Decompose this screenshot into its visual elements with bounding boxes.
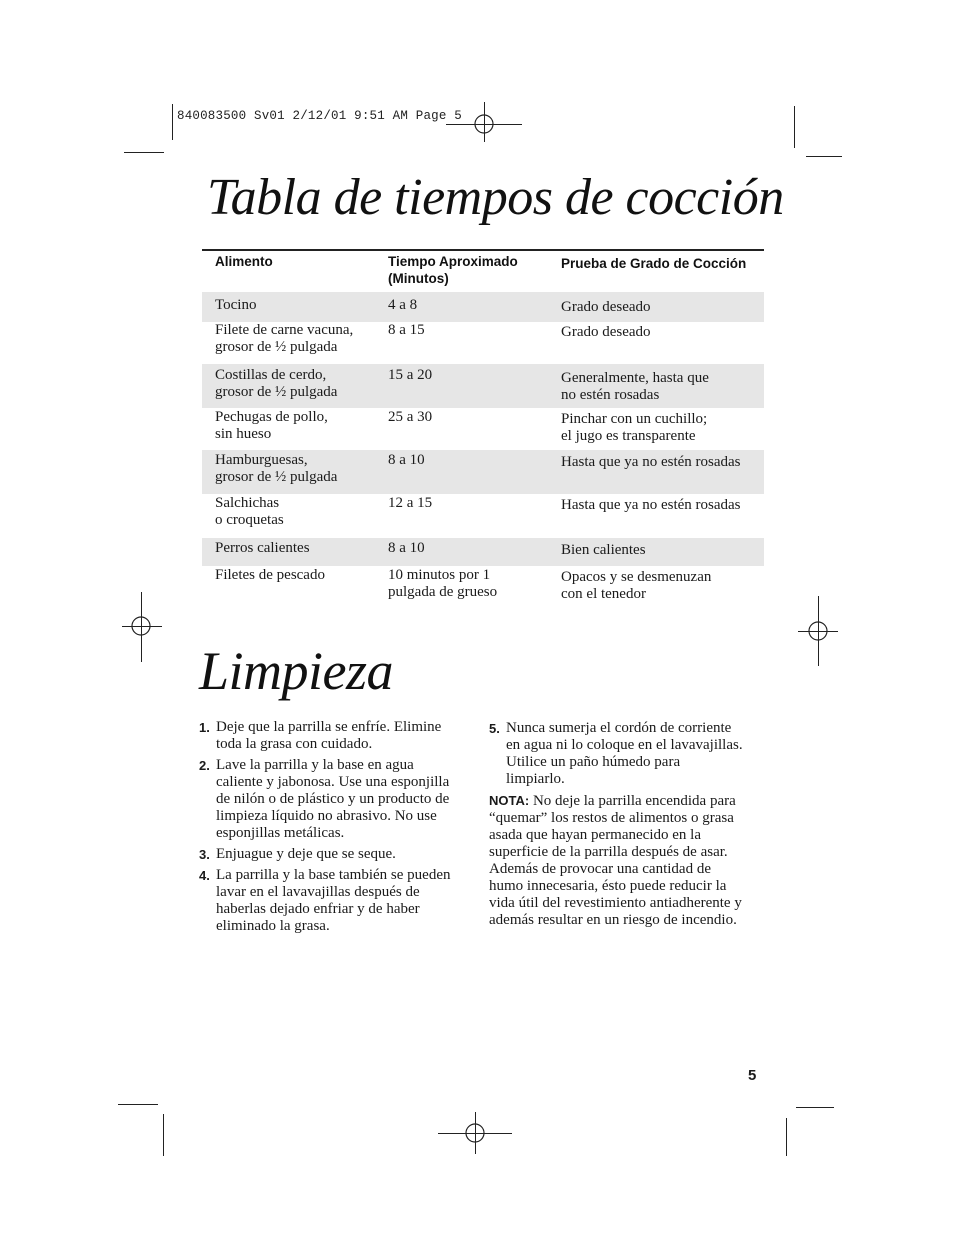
column-header-time <box>388 253 518 287</box>
cleaning-note <box>489 792 761 929</box>
page-title: Tabla de tiempos de cocción <box>207 169 784 226</box>
list-item <box>199 757 469 842</box>
test-cell: Generalmente, hasta que <box>561 370 709 386</box>
time-cell: 10 minutos por 1 <box>388 567 491 583</box>
note-text: vida útil del revestimiento antiadherente y <box>489 895 742 911</box>
table-row <box>202 364 764 408</box>
list-item <box>199 846 469 863</box>
food-cell: Costillas de cerdo, <box>215 367 327 383</box>
step-text: de nilón o de plástico y un producto de <box>216 791 450 807</box>
column-header-time-line2: (Minutos) <box>388 271 449 286</box>
step-text: eliminado la grasa. <box>216 918 330 934</box>
table-row <box>202 322 764 364</box>
food-cell: Perros calientes <box>215 540 310 556</box>
test-cell: Hasta que ya no estén rosadas <box>561 497 741 513</box>
time-cell: pulgada de grueso <box>388 584 498 600</box>
step-number: 2. <box>199 758 210 773</box>
table-row <box>202 494 764 536</box>
column-header-test: Prueba de Grado de Cocción <box>561 256 747 271</box>
test-cell: Grado deseado <box>561 299 651 315</box>
time-cell: 25 a 30 <box>388 409 433 425</box>
cleaning-steps-left <box>199 719 469 939</box>
food-cell: Salchichas <box>215 495 280 511</box>
food-cell: sin hueso <box>215 426 272 442</box>
step-text: Lave la parrilla y la base en agua <box>216 757 414 773</box>
time-cell: 4 a 8 <box>388 297 418 313</box>
step-text: Enjuague y deje que se seque. <box>216 846 396 862</box>
step-number: 1. <box>199 720 210 735</box>
test-cell: Grado deseado <box>561 324 651 340</box>
food-cell: Hamburguesas, <box>215 452 308 468</box>
food-cell: Filetes de pescado <box>215 567 325 583</box>
step-text: lavar en el lavavajillas después de <box>216 884 420 900</box>
food-cell: Tocino <box>215 297 257 313</box>
step-number: 5. <box>489 721 500 736</box>
time-cell: 8 a 15 <box>388 322 425 338</box>
note-text: No deje la parrilla encendida para <box>532 793 736 809</box>
note-label: NOTA: <box>489 793 530 808</box>
table-row <box>202 292 764 322</box>
test-cell: Hasta que ya no estén rosadas <box>561 454 741 470</box>
note-text: superficie de la parrilla después de asar. <box>489 844 728 860</box>
note-text: además resultar en un riesgo de incendio. <box>489 912 737 928</box>
section-title: Limpieza <box>199 641 394 701</box>
step-text: La parrilla y la base también se pueden <box>216 867 451 883</box>
registration-mark-icon <box>803 616 833 646</box>
print-slug: 840083500 Sv01 2/12/01 9:51 AM Page 5 <box>177 109 462 123</box>
step-text: en agua ni lo coloque en el lavavajillas. <box>506 737 743 753</box>
step-text: toda la grasa con cuidado. <box>216 736 373 752</box>
page-number: 5 <box>748 1067 757 1084</box>
test-cell: no estén rosadas <box>561 387 660 403</box>
list-item <box>199 867 469 935</box>
registration-mark-icon <box>126 611 156 641</box>
food-cell: grosor de ½ pulgada <box>215 384 338 400</box>
food-cell: Filete de carne vacuna, <box>215 322 354 338</box>
step-text: esponjillas metálicas. <box>216 825 345 841</box>
step-number: 3. <box>199 847 210 862</box>
food-cell: Pechugas de pollo, <box>215 409 328 425</box>
time-cell: 15 a 20 <box>388 367 433 383</box>
test-cell: el jugo es transparente <box>561 428 696 444</box>
test-cell: con el tenedor <box>561 586 646 602</box>
registration-mark-icon <box>469 109 499 139</box>
test-cell: Pinchar con un cuchillo; <box>561 411 708 427</box>
note-text: “quemar” los restos de alimentos o grasa <box>489 810 734 826</box>
registration-mark-icon <box>460 1118 490 1148</box>
note-text: Además de provocar una cantidad de <box>489 861 711 877</box>
list-item <box>489 720 761 788</box>
step-text: limpieza líquido no abrasivo. No use <box>216 808 437 824</box>
cleaning-steps-right <box>489 720 761 929</box>
step-text: limpiarlo. <box>506 771 565 787</box>
list-item <box>199 719 469 753</box>
table-row <box>202 566 764 606</box>
test-cell: Opacos y se desmenuzan <box>561 569 712 585</box>
step-number: 4. <box>199 868 210 883</box>
step-text: Deje que la parrilla se enfríe. Elimine <box>216 719 442 735</box>
step-text: Nunca sumerja el cordón de corriente <box>506 720 732 736</box>
table-row <box>202 450 764 494</box>
food-cell: grosor de ½ pulgada <box>215 469 338 485</box>
food-cell: grosor de ½ pulgada <box>215 339 338 355</box>
step-text: haberlas dejado enfriar y de haber <box>216 901 420 917</box>
step-text: caliente y jabonosa. Use una esponjilla <box>216 774 450 790</box>
time-cell: 8 a 10 <box>388 452 425 468</box>
table-top-rule <box>202 249 764 251</box>
food-cell: o croquetas <box>215 512 284 528</box>
table-row <box>202 408 764 450</box>
note-text: humo innecesaria, ésto puede reducir la <box>489 878 727 894</box>
test-cell: Bien calientes <box>561 542 646 558</box>
time-cell: 8 a 10 <box>388 540 425 556</box>
table-row <box>202 538 764 566</box>
note-text: asada que hayan permanecido en la <box>489 827 701 843</box>
column-header-food: Alimento <box>215 254 273 269</box>
time-cell: 12 a 15 <box>388 495 433 511</box>
column-header-time-line1: Tiempo Aproximado <box>388 254 518 269</box>
step-text: Utilice un paño húmedo para <box>506 754 681 770</box>
